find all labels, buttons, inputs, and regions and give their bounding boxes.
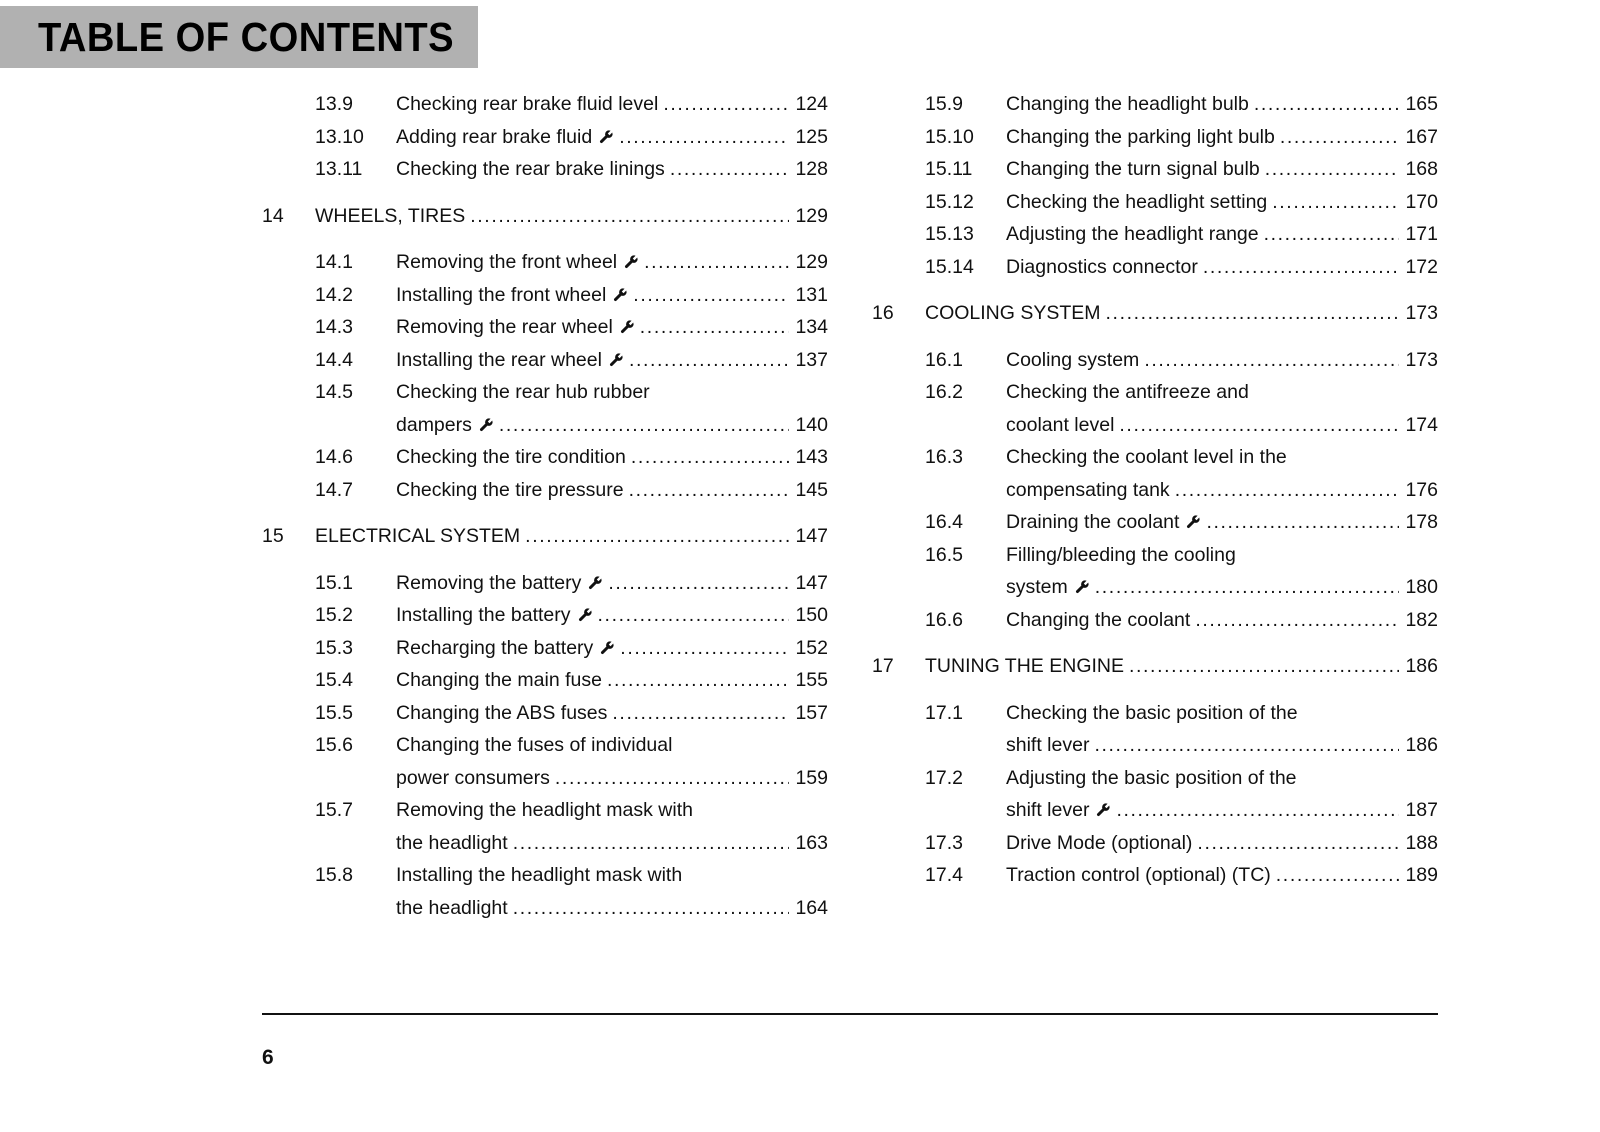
entry-body (1006, 218, 1438, 251)
toc-item-row (262, 246, 828, 279)
entry-title: the headlight (396, 896, 508, 919)
entry-last-line (396, 697, 828, 730)
toc-item-row (262, 599, 828, 632)
entry-body (1006, 441, 1438, 506)
entry-number: 15.4 (315, 669, 353, 691)
entry-last-line (396, 632, 828, 665)
entry-title: Changing the main fuse (396, 669, 602, 691)
entry-number: 13.11 (315, 158, 363, 180)
entry-page-number: 147 (795, 525, 828, 547)
entry-page-number: 137 (795, 348, 828, 371)
wrench-icon (1186, 514, 1201, 529)
entry-page-number: 188 (1405, 831, 1438, 854)
entry-page-number: 186 (1405, 655, 1438, 677)
wrench-icon (600, 640, 615, 655)
toc-item-row (262, 632, 828, 665)
toc-item-row (872, 859, 1438, 892)
entry-number: 13.9 (315, 93, 353, 115)
dot-leader (619, 121, 789, 154)
entry-number: 15.13 (925, 223, 974, 245)
entry-last-line (396, 88, 828, 121)
entry-number: 14.2 (315, 283, 353, 306)
entry-body (1006, 697, 1438, 762)
entry-title: Drive Mode (optional) (1006, 831, 1193, 854)
dot-leader (598, 599, 790, 632)
entry-title-line: Filling/bleeding the cooling (1006, 543, 1236, 566)
dot-leader (525, 520, 789, 553)
dot-leader (612, 697, 789, 730)
entry-page-number: 168 (1405, 158, 1438, 180)
entry-title: Installing the battery (396, 604, 571, 626)
entry-number: 15.8 (315, 864, 353, 886)
entry-last-line (396, 762, 828, 795)
entry-page-number: 165 (1405, 93, 1438, 115)
toc-item-row (262, 279, 828, 312)
entry-number: 14.6 (315, 446, 353, 468)
entry-last-line (925, 650, 1438, 683)
dot-leader (663, 88, 789, 121)
dot-leader (633, 279, 789, 312)
entry-number: 16.4 (925, 511, 963, 533)
entry-body (1006, 539, 1438, 604)
toc-item-row (262, 121, 828, 154)
entry-title: coolant level (1006, 413, 1115, 436)
entry-number: 13.10 (315, 125, 364, 148)
entry-body (396, 794, 828, 859)
entry-number: 17.4 (925, 864, 963, 886)
entry-title: ELECTRICAL SYSTEM (315, 525, 521, 547)
toc-section-row (872, 297, 1438, 330)
dot-leader (513, 892, 790, 925)
entry-page-number: 176 (1405, 478, 1438, 501)
toc-item-row (262, 794, 828, 859)
entry-body (396, 153, 828, 186)
entry-title-line: Checking the basic position of the (1006, 701, 1298, 724)
entry-title: compensating tank (1006, 478, 1170, 501)
entry-title: system (1006, 576, 1068, 598)
toc-item-row (262, 153, 828, 186)
entry-last-line (396, 409, 828, 442)
toc-item-row (262, 664, 828, 697)
dot-leader (555, 762, 790, 795)
entry-title: Draining the coolant (1006, 511, 1180, 533)
entry-body (1006, 344, 1438, 377)
entry-page-number: 173 (1405, 302, 1438, 324)
entry-number: 15 (262, 525, 284, 547)
entry-body (396, 311, 828, 344)
entry-number: 17 (872, 655, 894, 677)
entry-title: Installing the rear wheel (396, 348, 602, 371)
entry-body (396, 859, 828, 924)
entry-last-line (396, 827, 828, 860)
entry-page-number: 129 (795, 251, 828, 273)
wrench-icon (613, 287, 628, 302)
entry-title: Cooling system (1006, 348, 1140, 371)
entry-title: Changing the headlight bulb (1006, 93, 1249, 115)
entry-number: 14.3 (315, 316, 353, 338)
entry-title: power consumers (396, 766, 550, 789)
entry-last-line (1006, 88, 1438, 121)
dot-leader (644, 246, 789, 279)
toc-item-row (262, 376, 828, 441)
dot-leader (1116, 794, 1399, 827)
wrench-icon (578, 607, 593, 622)
entry-title: Checking rear brake fluid level (396, 93, 659, 115)
entry-page-number: 186 (1405, 734, 1438, 756)
wrench-icon (609, 352, 624, 367)
dot-leader (1203, 251, 1400, 284)
entry-number: 16.1 (925, 348, 963, 371)
entry-body (1006, 88, 1438, 121)
dot-leader (620, 632, 789, 665)
entry-page-number: 147 (795, 571, 828, 594)
dot-leader (1195, 604, 1399, 637)
entry-page-number: 140 (795, 413, 828, 436)
toc-item-row (872, 539, 1438, 604)
dot-leader (1175, 474, 1400, 507)
entry-number: 16.6 (925, 608, 963, 631)
entry-body (315, 520, 828, 553)
entry-body (1006, 186, 1438, 219)
toc-item-row (872, 441, 1438, 506)
entry-number: 15.3 (315, 636, 353, 659)
entry-number: 15.12 (925, 190, 974, 213)
entry-last-line (396, 344, 828, 377)
entry-body (925, 650, 1438, 683)
dot-leader (670, 153, 790, 186)
wrench-icon (588, 575, 603, 590)
entry-number: 15.5 (315, 701, 353, 724)
entry-title: Removing the front wheel (396, 251, 618, 273)
entry-title-line: Installing the headlight mask with (396, 864, 683, 886)
toc-item-row (872, 827, 1438, 860)
dot-leader (1106, 297, 1400, 330)
entry-last-line (396, 153, 828, 186)
footer-divider (262, 1013, 1438, 1015)
entry-last-line (396, 246, 828, 279)
entry-title: Traction control (optional) (TC) (1006, 864, 1271, 886)
entry-page-number: 128 (795, 158, 828, 180)
entry-number: 17.1 (925, 701, 963, 724)
entry-last-line (396, 279, 828, 312)
entry-page-number: 164 (795, 896, 828, 919)
entry-body (1006, 827, 1438, 860)
entry-page-number: 152 (795, 636, 828, 659)
entry-last-line (1006, 474, 1438, 507)
toc-item-row (262, 441, 828, 474)
toc-column-right (872, 88, 1438, 924)
entry-title: Changing the ABS fuses (396, 701, 608, 724)
wrench-icon (479, 417, 494, 432)
entry-number: 14.5 (315, 381, 353, 403)
page-number: 6 (262, 1046, 274, 1069)
entry-page-number: 187 (1405, 799, 1438, 821)
dot-leader (499, 409, 790, 442)
entry-last-line (1006, 218, 1438, 251)
toc-item-row (872, 218, 1438, 251)
toc-item-row (872, 88, 1438, 121)
toc-body (262, 88, 1438, 924)
entry-page-number: 170 (1405, 190, 1438, 213)
toc-item-row (872, 762, 1438, 827)
dot-leader (631, 441, 790, 474)
entry-title: Installing the front wheel (396, 283, 607, 306)
entry-body (396, 664, 828, 697)
dot-leader (1119, 409, 1399, 442)
entry-number: 16.3 (925, 446, 963, 468)
entry-body (396, 246, 828, 279)
entry-page-number: 174 (1405, 413, 1438, 436)
entry-number: 15.10 (925, 125, 974, 148)
dot-leader (1094, 729, 1399, 762)
entry-number: 16 (872, 302, 894, 324)
entry-page-number: 180 (1405, 576, 1438, 598)
entry-title: Checking the rear brake linings (396, 158, 665, 180)
entry-last-line (1006, 121, 1438, 154)
dot-leader (470, 200, 789, 233)
entry-title-line: Checking the antifreeze and (1006, 381, 1249, 403)
entry-title: the headlight (396, 831, 508, 854)
entry-body (1006, 762, 1438, 827)
entry-page-number: 125 (795, 125, 828, 148)
entry-title-line: Checking the coolant level in the (1006, 446, 1287, 468)
wrench-icon (599, 129, 614, 144)
entry-title-line: Removing the headlight mask with (396, 799, 693, 821)
entry-page-number: 143 (795, 446, 828, 468)
entry-title: COOLING SYSTEM (925, 302, 1101, 324)
entry-last-line (396, 311, 828, 344)
dot-leader (513, 827, 790, 860)
dot-leader (1280, 121, 1400, 154)
entry-number: 17.2 (925, 766, 963, 789)
entry-number: 17.3 (925, 831, 963, 854)
entry-body (1006, 376, 1438, 441)
dot-leader (640, 311, 790, 344)
page-header-bar (0, 6, 478, 68)
entry-page-number: 124 (795, 93, 828, 115)
entry-body (1006, 506, 1438, 539)
entry-body (396, 729, 828, 794)
entry-body (396, 697, 828, 730)
entry-last-line (1006, 794, 1438, 827)
entry-title: dampers (396, 413, 472, 436)
entry-title: Diagnostics connector (1006, 255, 1198, 278)
entry-number: 15.11 (925, 158, 973, 180)
toc-section-row (262, 520, 828, 553)
entry-page-number: 171 (1405, 223, 1438, 245)
entry-last-line (925, 297, 1438, 330)
entry-number: 15.2 (315, 604, 353, 626)
dot-leader (629, 474, 790, 507)
wrench-icon (620, 319, 635, 334)
entry-last-line (1006, 604, 1438, 637)
entry-page-number: 129 (795, 204, 828, 227)
toc-item-row (872, 153, 1438, 186)
entry-title: Removing the rear wheel (396, 316, 613, 338)
entry-title: WHEELS, TIRES (315, 204, 466, 227)
dot-leader (607, 664, 789, 697)
entry-page-number: 150 (795, 604, 828, 626)
entry-title-line: Adjusting the basic position of the (1006, 766, 1297, 789)
entry-title: Recharging the battery (396, 636, 594, 659)
entry-title: Checking the tire condition (396, 446, 626, 468)
entry-page-number: 173 (1405, 348, 1438, 371)
toc-item-row (262, 859, 828, 924)
entry-page-number: 157 (795, 701, 828, 724)
entry-title: shift lever (1006, 799, 1090, 821)
entry-number: 15.1 (315, 571, 353, 594)
entry-number: 14.7 (315, 478, 353, 501)
entry-title: Checking the headlight setting (1006, 190, 1268, 213)
dot-leader (1129, 650, 1399, 683)
entry-title: Changing the turn signal bulb (1006, 158, 1260, 180)
entry-title: Adding rear brake fluid (396, 125, 593, 148)
entry-title-line: Checking the rear hub rubber (396, 381, 650, 403)
entry-last-line (396, 121, 828, 154)
entry-body (1006, 121, 1438, 154)
entry-last-line (1006, 251, 1438, 284)
wrench-icon (1096, 802, 1111, 817)
entry-number: 15.7 (315, 799, 353, 821)
entry-number: 16.2 (925, 381, 963, 403)
entry-last-line (1006, 506, 1438, 539)
entry-page-number: 167 (1405, 125, 1438, 148)
toc-item-row (262, 474, 828, 507)
entry-body (925, 297, 1438, 330)
entry-page-number: 178 (1405, 511, 1438, 533)
entry-body (396, 279, 828, 312)
entry-number: 16.5 (925, 543, 963, 566)
entry-last-line (1006, 827, 1438, 860)
entry-last-line (396, 474, 828, 507)
dot-leader (629, 344, 790, 377)
entry-title: Changing the parking light bulb (1006, 125, 1275, 148)
entry-number: 15.6 (315, 734, 353, 756)
entry-page-number: 134 (795, 316, 828, 338)
entry-last-line (396, 599, 828, 632)
entry-last-line (1006, 409, 1438, 442)
dot-leader (1206, 506, 1399, 539)
entry-number: 15.14 (925, 255, 974, 278)
toc-section-row (872, 650, 1438, 683)
entry-title: Adjusting the headlight range (1006, 223, 1259, 245)
dot-leader (1265, 153, 1400, 186)
entry-body (396, 441, 828, 474)
entry-last-line (1006, 859, 1438, 892)
dot-leader (1254, 88, 1400, 121)
entry-title: shift lever (1006, 734, 1090, 756)
entry-number: 14 (262, 204, 284, 227)
entry-body (396, 121, 828, 154)
entry-last-line (396, 892, 828, 925)
wrench-icon (1075, 579, 1090, 594)
toc-item-row (872, 344, 1438, 377)
entry-number: 15.9 (925, 93, 963, 115)
entry-page-number: 182 (1405, 608, 1438, 631)
entry-last-line (396, 441, 828, 474)
entry-body (1006, 251, 1438, 284)
entry-body (396, 632, 828, 665)
dot-leader (1144, 344, 1399, 377)
toc-item-row (872, 251, 1438, 284)
entry-body (396, 567, 828, 600)
toc-item-row (262, 729, 828, 794)
page-title: TABLE OF CONTENTS (38, 13, 455, 60)
dot-leader (608, 567, 789, 600)
entry-page-number: 145 (795, 478, 828, 501)
entry-title: Checking the tire pressure (396, 478, 624, 501)
entry-last-line (1006, 344, 1438, 377)
toc-item-row (872, 604, 1438, 637)
toc-item-row (872, 186, 1438, 219)
dot-leader (1264, 218, 1400, 251)
toc-item-row (262, 567, 828, 600)
entry-body (396, 376, 828, 441)
toc-item-row (262, 344, 828, 377)
entry-body (396, 344, 828, 377)
dot-leader (1197, 827, 1399, 860)
entry-last-line (1006, 729, 1438, 762)
toc-item-row (262, 88, 828, 121)
entry-last-line (315, 520, 828, 553)
entry-title-line: Changing the fuses of individual (396, 734, 673, 756)
entry-last-line (1006, 186, 1438, 219)
entry-body (1006, 859, 1438, 892)
toc-item-row (262, 311, 828, 344)
entry-page-number: 159 (795, 766, 828, 789)
entry-title: Removing the battery (396, 571, 582, 594)
entry-page-number: 155 (795, 669, 828, 691)
entry-last-line (1006, 153, 1438, 186)
entry-last-line (315, 200, 828, 233)
toc-column-left (262, 88, 828, 924)
entry-number: 14.1 (315, 251, 353, 273)
toc-section-row (262, 200, 828, 233)
toc-item-row (872, 697, 1438, 762)
entry-body (1006, 604, 1438, 637)
entry-body (1006, 153, 1438, 186)
entry-last-line (396, 664, 828, 697)
entry-body (396, 88, 828, 121)
entry-title: Changing the coolant (1006, 608, 1191, 631)
dot-leader (1095, 571, 1400, 604)
entry-page-number: 189 (1405, 864, 1438, 886)
entry-last-line (396, 567, 828, 600)
entry-last-line (1006, 571, 1438, 604)
entry-page-number: 131 (795, 283, 828, 306)
toc-item-row (872, 506, 1438, 539)
entry-number: 14.4 (315, 348, 353, 371)
toc-item-row (262, 697, 828, 730)
entry-page-number: 163 (795, 831, 828, 854)
entry-title: TUNING THE ENGINE (925, 655, 1124, 677)
entry-body (396, 474, 828, 507)
wrench-icon (624, 254, 639, 269)
entry-body (315, 200, 828, 233)
toc-item-row (872, 376, 1438, 441)
dot-leader (1276, 859, 1400, 892)
toc-item-row (872, 121, 1438, 154)
entry-body (396, 599, 828, 632)
dot-leader (1272, 186, 1399, 219)
entry-page-number: 172 (1405, 255, 1438, 278)
